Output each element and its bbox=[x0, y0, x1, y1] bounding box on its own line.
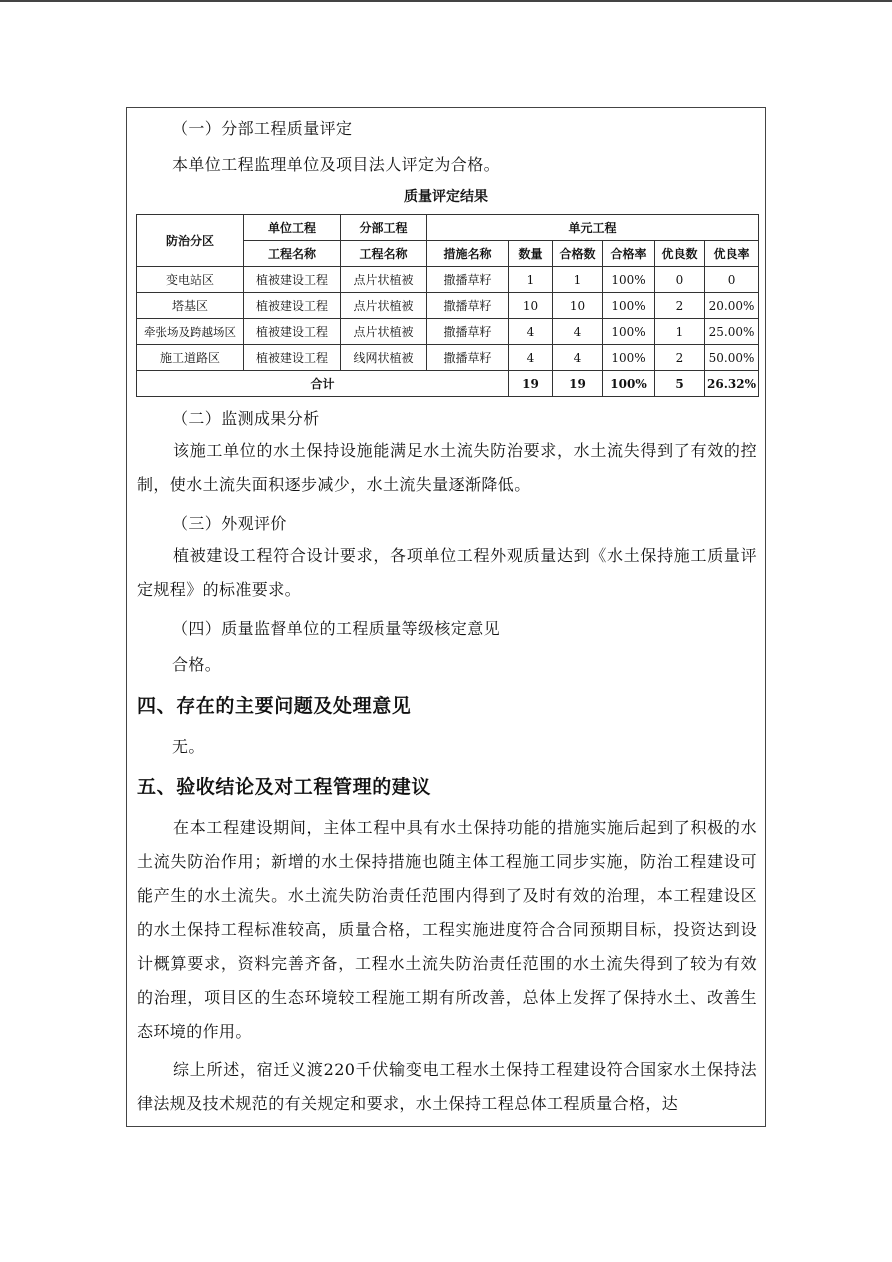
header-unit: 单位工程 bbox=[244, 215, 341, 241]
cell-division: 点片状植被 bbox=[341, 319, 427, 345]
table-row bbox=[137, 267, 759, 293]
cell-count: 4 bbox=[509, 319, 553, 345]
cell-zone: 塔基区 bbox=[137, 293, 244, 319]
cell-zone: 施工道路区 bbox=[137, 345, 244, 371]
cell-zone: 变电站区 bbox=[137, 267, 244, 293]
table-row bbox=[137, 345, 759, 371]
table-header-row-1 bbox=[137, 215, 759, 241]
cell-qualified-rate: 100% bbox=[603, 293, 655, 319]
table-row bbox=[137, 293, 759, 319]
header-count: 数量 bbox=[509, 241, 553, 267]
section1-heading: （一）分部工程质量评定 bbox=[172, 119, 353, 138]
cell-unit: 植被建设工程 bbox=[244, 345, 341, 371]
section3-text: 植被建设工程符合设计要求，各项单位工程外观质量达到《水土保持施工质量评定规程》的标准要求。 bbox=[137, 546, 757, 599]
header-qualified: 合格数 bbox=[553, 241, 603, 267]
cell-division: 点片状植被 bbox=[341, 293, 427, 319]
cell-unit: 植被建设工程 bbox=[244, 267, 341, 293]
table-caption: 质量评定结果 bbox=[404, 189, 488, 205]
cell-measure: 撒播草籽 bbox=[427, 345, 509, 371]
quality-result-table bbox=[136, 214, 759, 397]
total-good: 5 bbox=[655, 371, 705, 397]
header-qualified-rate: 合格率 bbox=[603, 241, 655, 267]
section1-text: 本单位工程监理单位及项目法人评定为合格。 bbox=[172, 155, 501, 174]
cell-zone: 牵张场及跨越场区 bbox=[137, 319, 244, 345]
cell-qualified-rate: 100% bbox=[603, 319, 655, 345]
header-unit-name: 工程名称 bbox=[244, 241, 341, 267]
cell-good-rate: 0 bbox=[705, 267, 759, 293]
cell-good: 2 bbox=[655, 345, 705, 371]
total-good-rate: 26.32% bbox=[705, 371, 759, 397]
cell-qualified: 1 bbox=[553, 267, 603, 293]
cell-division: 点片状植被 bbox=[341, 267, 427, 293]
report-frame bbox=[126, 107, 766, 1127]
total-count: 19 bbox=[509, 371, 553, 397]
cell-measure: 撒播草籽 bbox=[427, 319, 509, 345]
section2-text: 该施工单位的水土保持设施能满足水土流失防治要求，水土流失得到了有效的控制，使水土流失面积逐步减少，水土流失量逐渐降低。 bbox=[137, 441, 757, 494]
cell-count: 4 bbox=[509, 345, 553, 371]
cell-qualified-rate: 100% bbox=[603, 267, 655, 293]
cell-count: 1 bbox=[509, 267, 553, 293]
header-zone: 防治分区 bbox=[137, 215, 244, 267]
cell-division: 线网状植被 bbox=[341, 345, 427, 371]
section4-text: 合格。 bbox=[172, 655, 222, 674]
cell-measure: 撒播草籽 bbox=[427, 267, 509, 293]
part4-text: 无。 bbox=[172, 737, 205, 756]
total-qualified: 19 bbox=[553, 371, 603, 397]
cell-good-rate: 25.00% bbox=[705, 319, 759, 345]
header-division-name: 工程名称 bbox=[341, 241, 427, 267]
cell-good-rate: 20.00% bbox=[705, 293, 759, 319]
page-top-rule bbox=[0, 0, 892, 2]
header-good-rate: 优良率 bbox=[705, 241, 759, 267]
header-division: 分部工程 bbox=[341, 215, 427, 241]
cell-qualified: 4 bbox=[553, 345, 603, 371]
cell-good: 1 bbox=[655, 319, 705, 345]
cell-good-rate: 50.00% bbox=[705, 345, 759, 371]
table-total-row bbox=[137, 371, 759, 397]
cell-measure: 撒播草籽 bbox=[427, 293, 509, 319]
section4-heading: （四）质量监督单位的工程质量等级核定意见 bbox=[172, 619, 501, 638]
cell-count: 10 bbox=[509, 293, 553, 319]
cell-qualified: 4 bbox=[553, 319, 603, 345]
cell-good: 0 bbox=[655, 267, 705, 293]
cell-unit: 植被建设工程 bbox=[244, 293, 341, 319]
cell-qualified: 10 bbox=[553, 293, 603, 319]
part4-heading: 四、存在的主要问题及处理意见 bbox=[137, 695, 412, 717]
part5-paragraph-2: 综上所述，宿迁义渡220千伏输变电工程水土保持工程建设符合国家水土保持法律法规及技术规范的有关规定和要求，水土保持工程总体工程质量合格，达 bbox=[137, 1060, 757, 1113]
total-qualified-rate: 100% bbox=[603, 371, 655, 397]
total-label: 合计 bbox=[137, 371, 509, 397]
header-good: 优良数 bbox=[655, 241, 705, 267]
table-row bbox=[137, 319, 759, 345]
cell-unit: 植被建设工程 bbox=[244, 319, 341, 345]
part5-heading: 五、验收结论及对工程管理的建议 bbox=[137, 776, 432, 798]
section3-heading: （三）外观评价 bbox=[172, 514, 287, 533]
cell-good: 2 bbox=[655, 293, 705, 319]
header-measure: 措施名称 bbox=[427, 241, 509, 267]
section2-heading: （二）监测成果分析 bbox=[172, 409, 320, 428]
part5-paragraph-1: 在本工程建设期间，主体工程中具有水土保持功能的措施实施后起到了积极的水土流失防治作用；新增的水土保持措施也随主体工程施工同步实施，防治工程建设可能产生的水土流失。水土流失防治责任范围内得到了及时有效的治理，本工程建设区的水土保持工程标准较高，质量合格，工程实施进度符合合同预期目标，投资达到设计概算要求，资料完善齐备，工程水土流失防治责任范围的水土流失得到了较为有效的治理，项目区的生态环境较工程施工期有所改善，总体上发挥了保持水土、改善生态环境的作用。 bbox=[137, 818, 757, 1041]
header-element: 单元工程 bbox=[427, 215, 759, 241]
cell-qualified-rate: 100% bbox=[603, 345, 655, 371]
